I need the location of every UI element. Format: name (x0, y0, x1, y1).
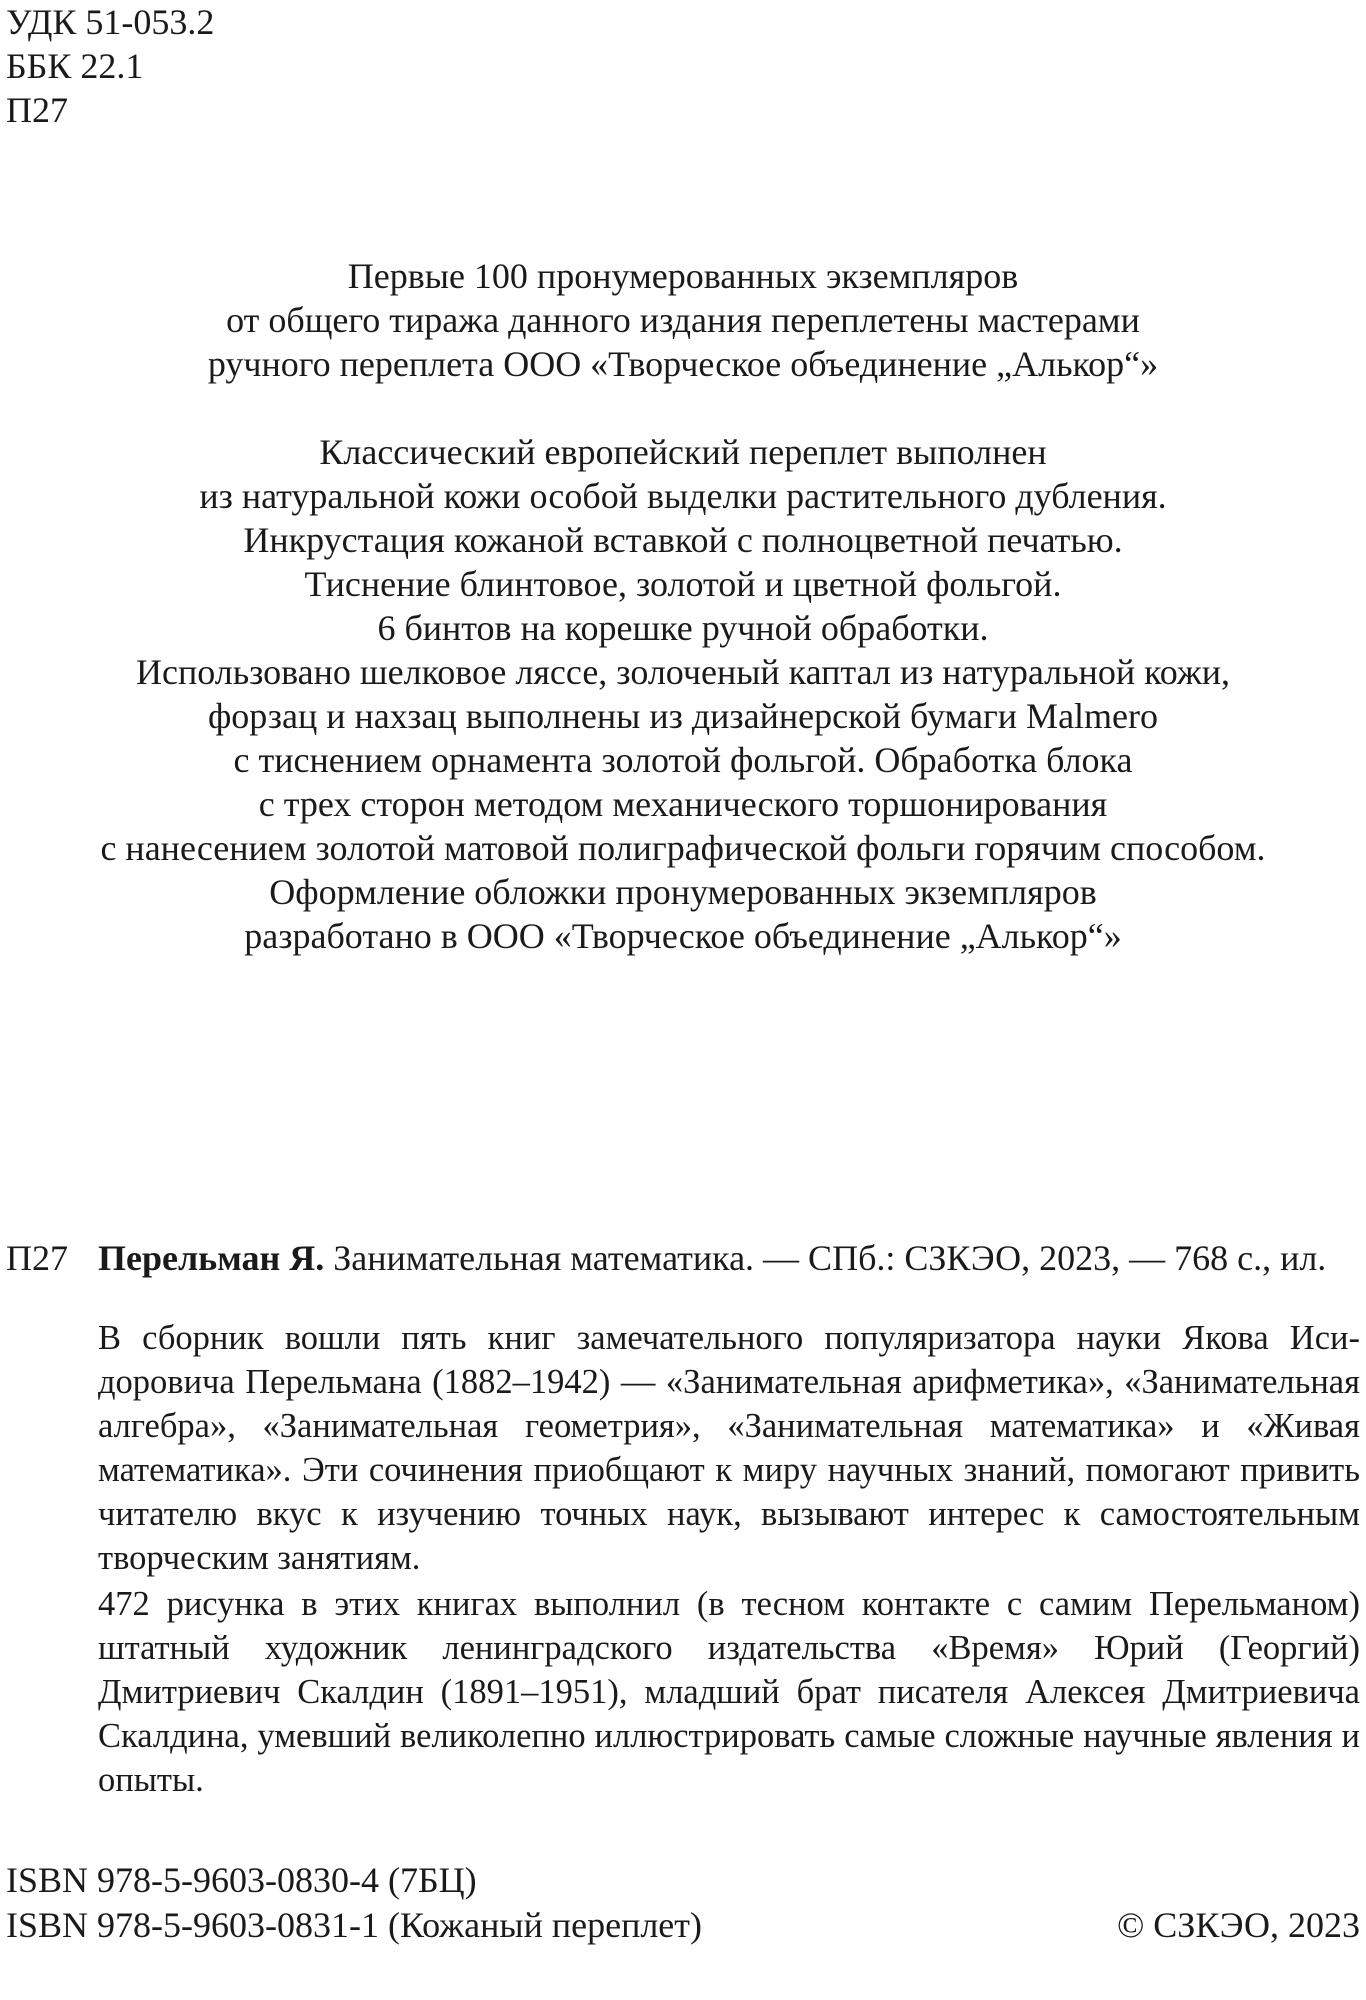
binding-description (0, 430, 1366, 958)
note-line: разработано в ООО «Творческое объединение „Алькор“» (244, 916, 1122, 956)
illustrator-paragraph: 472 рисунка в этих книгах выполнил (в тесном контакте с самим Перельманом) штатный художник ленинградского издательства «Время» Юрий (Георгий) Дмитриевич Скалдин (1891–1951), младший брат писателя Алексея Дмитриевича Скалдина, умевший великолепно иллюстрировать самые сложные научные явления и опыты. (98, 1585, 1360, 1799)
note-line: ручного переплета ООО «Творческое объединение „Алькор“» (207, 344, 1159, 384)
isbn-block (6, 1858, 702, 1948)
note-line: с нанесением золотой матовой полиграфической фольги горячим способом. (100, 828, 1266, 868)
note-line: из натуральной кожи особой выделки растительного дубления. (199, 476, 1167, 516)
note-line: с тиснением орнамента золотой фольгой. Обработка блока (233, 740, 1133, 780)
numbered-copies-note (0, 254, 1366, 386)
catalog-entry (98, 1236, 1360, 1280)
copyright-notice: © СЗКЭО, 2023 (1116, 1905, 1360, 1945)
note-line: Тиснение блинтовое, золотой и цветной фольгой. (304, 564, 1062, 604)
note-line: форзац и нахзац выполнены из дизайнерской бумаги Malmero (207, 696, 1159, 736)
catalog-author: Перельман Я. (98, 1238, 325, 1278)
note-line: 6 бинтов на корешке ручной обработки. (377, 608, 989, 648)
isbn-line: ISBN 978-5-9603-0830-4 (7БЦ) (6, 1860, 477, 1900)
bbk-code: ББК 22.1 (6, 46, 144, 86)
note-line: Первые 100 пронумерованных экземпляров (347, 256, 1019, 296)
note-line: Использовано шелковое ляссе, золоченый каптал из натуральной кожи, (135, 652, 1230, 692)
catalog-index: П27 (6, 1238, 68, 1278)
note-line: Инкрустация кожаной вставкой с полноцветной печатью. (243, 520, 1123, 560)
catalog-description: Занимательная математика. — СПб.: СЗКЭО, 2023, — 768 с., ил. (324, 1238, 1327, 1278)
author-mark: П27 (6, 90, 68, 130)
note-line: Классический европейский переплет выполнен (319, 432, 1047, 472)
classification-block (6, 0, 214, 132)
note-line: с трех сторон методом механического торшонирования (258, 784, 1108, 824)
note-line: от общего тиража данного издания переплетены мастерами (226, 300, 1140, 340)
udk-code: УДК 51-053.2 (6, 2, 215, 42)
note-line: Оформление обложки пронумерованных экземпляров (269, 872, 1097, 912)
isbn-line: ISBN 978-5-9603-0831-1 (Кожаный переплет) (6, 1905, 703, 1945)
annotation-paragraph: В сборник вошли пять книг замечательного популяризатора науки Якова Исидоровича Перельмана (1882–1942) — «Занимательная арифметика», «Занимательная алгебра», «Занимательная геометрия», «Занимательная математика» и «Живая математика». Эти сочинения приобщают к миру научных знаний, помогают привить читателю вкус к изучению точных наук, вызывают интерес к самостоятельным творческим занятиям. (98, 1319, 1360, 1577)
